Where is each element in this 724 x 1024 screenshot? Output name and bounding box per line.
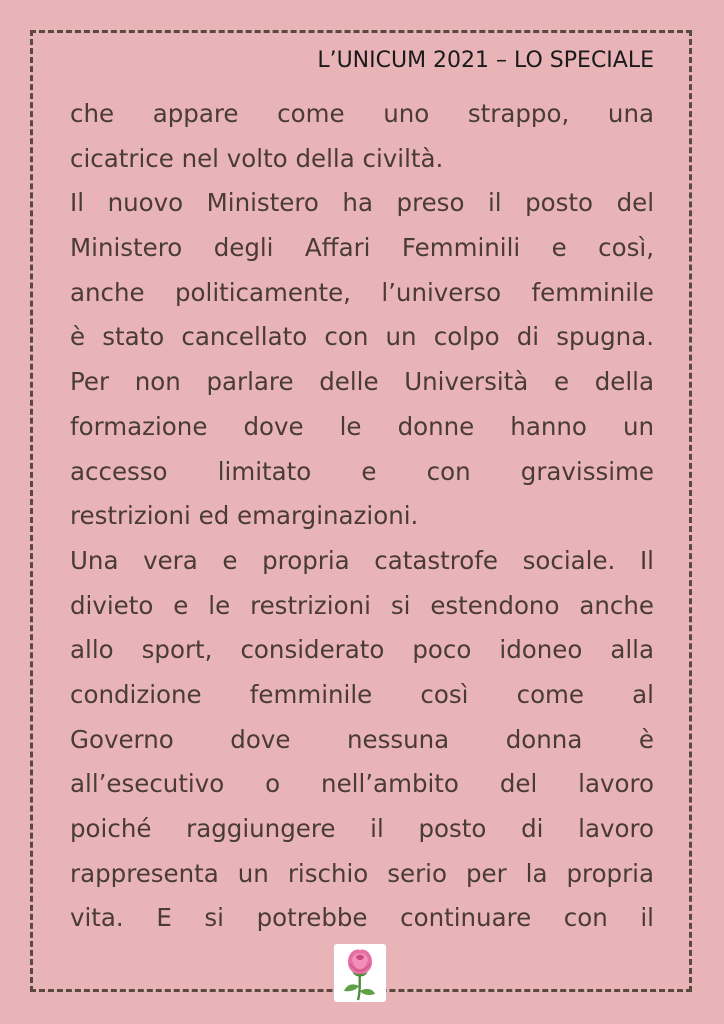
text-line: restrizioni ed emarginazioni. <box>70 501 419 531</box>
text-line: anche politicamente, l’universo femminile <box>70 277 654 307</box>
page-header: L’UNICUM 2021 – LO SPECIALE <box>317 48 654 73</box>
text-line: allo sport, considerato poco idoneo alla <box>70 635 654 665</box>
text-line: condizione femminile così come al <box>70 679 654 709</box>
text-line: Per non parlare delle Università e della <box>70 367 654 397</box>
text-line: Ministero degli Affari Femminili e così, <box>70 233 654 263</box>
text-line: Una vera e propria catastrofe sociale. Il <box>70 545 654 575</box>
rose-icon <box>334 944 386 1002</box>
text-line: vita. E si potrebbe continuare con il <box>70 903 654 933</box>
text-line: poiché raggiungere il posto di lavoro <box>70 814 654 843</box>
text-line: divieto e le restrizioni si estendono anche <box>70 590 654 620</box>
text-line: è stato cancellato con un colpo di spugna. <box>70 322 654 352</box>
text-line: cicatrice nel volto della civiltà. <box>70 143 444 173</box>
text-line: formazione dove le donne hanno un <box>70 411 654 441</box>
article-body <box>70 92 654 941</box>
text-line: accesso limitato e con gravissime <box>70 456 654 486</box>
text-line: rappresenta un rischio serio per la propria <box>70 858 654 888</box>
text-line: all’esecutivo o nell’ambito del lavoro <box>70 769 654 799</box>
text-line: Il nuovo Ministero ha preso il posto del <box>70 188 654 218</box>
text-line: che appare come uno strappo, una <box>70 99 654 128</box>
text-line: Governo dove nessuna donna è <box>70 724 654 754</box>
